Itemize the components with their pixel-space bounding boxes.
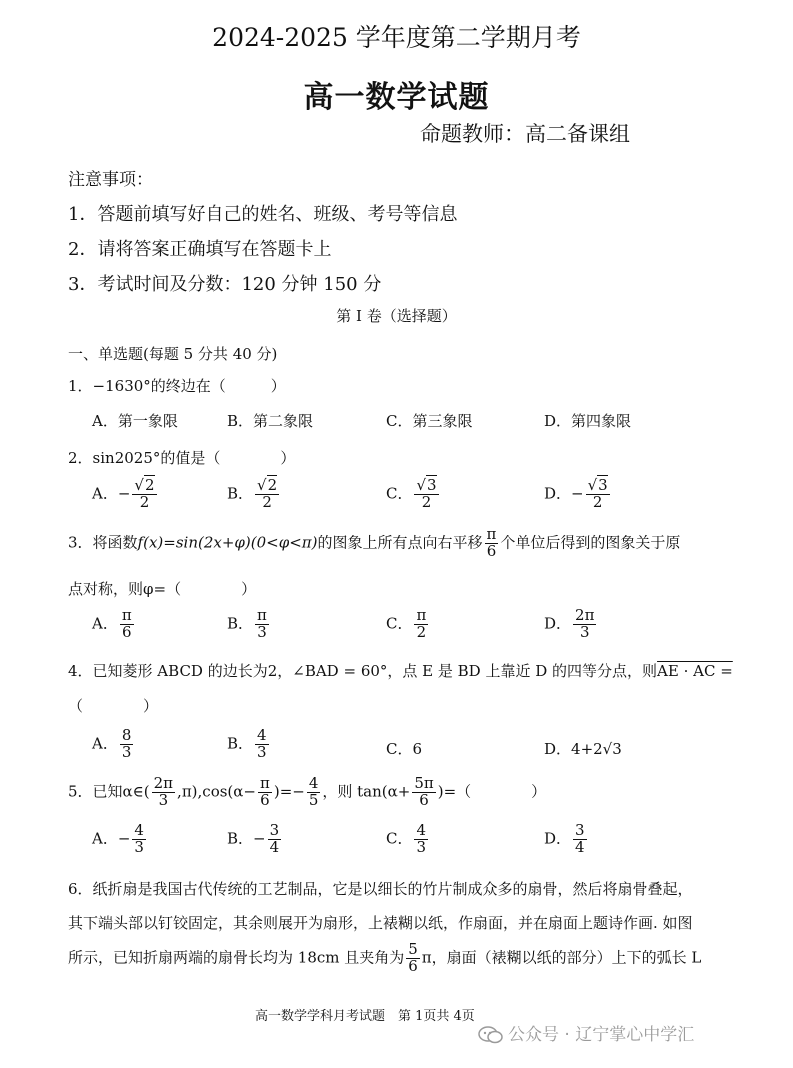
q3-prefix: 3．将函数 [68, 533, 138, 552]
q5-then: ，则 tan(α+ [322, 782, 411, 801]
sqrt-sign: √ [134, 476, 144, 494]
question-4-option-c [386, 738, 422, 759]
option-label: B． [227, 614, 254, 633]
denominator: 2 [592, 492, 603, 511]
fraction [132, 823, 146, 856]
question-5-option-a [92, 823, 148, 856]
option-label: B． [227, 829, 254, 848]
question-4-line2: （ ） [68, 697, 159, 715]
radicand: 3 [598, 476, 608, 494]
q5-range-open: ( [143, 782, 150, 801]
question-4-stem [68, 660, 733, 681]
question-5-option-c [386, 823, 430, 856]
exam-title: 2024-2025 学年度第二学期月考 [212, 23, 581, 52]
fraction [414, 823, 428, 856]
question-3-line2: 点对称，则φ=（ ） [68, 580, 257, 598]
option-label: C． [386, 740, 413, 758]
option-label: D． [544, 484, 572, 503]
q6-text-a: 所示，已知折扇两端的扇骨长均为 18cm 且夹角为 [68, 948, 405, 967]
fraction [132, 478, 156, 511]
question-1-option-b: B．第二象限 [227, 412, 314, 430]
fraction [573, 823, 587, 856]
notes-heading: 注意事项： [68, 170, 153, 190]
q4-text: 4．已知菱形 ABCD 的边长为2，∠BAD = 60°，点 E 是 BD 上靠近 D 的四等分点，则 [68, 662, 658, 680]
numerator: 3 [575, 821, 585, 839]
note-item-1: 1．答题前填写好自己的姓名、班级、考号等信息 [68, 204, 458, 225]
question-3-option-b [227, 608, 271, 641]
minus-sign: − [117, 484, 131, 503]
fraction [255, 608, 269, 641]
fraction [412, 776, 435, 809]
question-4-option-a [92, 728, 135, 761]
minus-sign: − [117, 829, 131, 848]
question-5-stem [68, 776, 546, 809]
denominator: 3 [257, 622, 267, 641]
q3-middle: 的图象上所有点向右平移 [317, 533, 483, 552]
denominator: 2 [139, 492, 150, 511]
option-label: A． [92, 829, 118, 848]
question-1-option-c: C．第三象限 [386, 412, 473, 430]
wechat-icon [478, 1026, 504, 1044]
option-label: D． [544, 614, 572, 633]
denominator: 4 [269, 837, 280, 856]
question-5-option-d [544, 823, 589, 856]
question-2-option-c [386, 478, 441, 511]
denominator: 3 [158, 790, 169, 809]
question-1-option-d: D．第四象限 [544, 412, 632, 430]
option-label: D． [544, 829, 572, 848]
numerator: 3 [269, 821, 280, 839]
q5-cos-mid: )=− [273, 782, 305, 801]
question-2-stem: 2．sin2025°的值是（ ） [68, 449, 296, 467]
q3-function: f(x)=sin(2x+φ)(0<φ<π) [137, 533, 318, 552]
option-label: A． [92, 614, 118, 633]
question-4-option-b [227, 728, 271, 761]
fraction [120, 608, 134, 641]
fraction [255, 478, 279, 511]
question-6-line2: 其下端头部以钉铰固定，其余则展开为扇形，上裱糊以纸，作扇面，并在扇面上题诗作画. 如图 [68, 914, 693, 932]
q4-vector-expression: AE · AC = [657, 662, 733, 680]
numerator: π [121, 606, 132, 624]
fraction [586, 478, 610, 511]
denominator: 6 [408, 956, 418, 975]
option-label: B． [227, 484, 254, 503]
numerator: 4 [134, 821, 144, 839]
numerator: 8 [121, 726, 132, 744]
sqrt-sign: √ [257, 476, 267, 494]
numerator: 2π [575, 606, 595, 624]
q5-prefix: 5．已知α∈ [68, 782, 144, 801]
option-value: 4+2√3 [571, 740, 622, 758]
denominator: 6 [419, 790, 429, 809]
numerator: 5 [408, 940, 418, 958]
radicand: 2 [144, 476, 155, 494]
denominator: 3 [416, 837, 427, 856]
option-label: D． [544, 740, 572, 758]
minus-sign: − [253, 829, 266, 848]
numerator: 5π [414, 774, 434, 792]
option-label: C． [386, 614, 413, 633]
fraction [307, 776, 321, 809]
fraction [414, 608, 428, 641]
radicand: 2 [267, 476, 278, 494]
watermark-text: 公众号 · 辽宁掌心中学汇 [508, 1025, 695, 1045]
minus-sign: − [571, 484, 584, 503]
numerator: 4 [257, 726, 267, 744]
sqrt-sign: √ [587, 476, 598, 494]
option-label: C． [386, 484, 413, 503]
denominator: 5 [308, 790, 319, 809]
numerator: π [257, 606, 267, 624]
radicand: 3 [427, 476, 437, 494]
question-3-option-a [92, 608, 136, 641]
question-2-option-a [92, 478, 159, 511]
option-label: A． [92, 734, 118, 753]
fraction [573, 608, 596, 641]
denominator: 2 [262, 492, 272, 511]
denominator: 3 [134, 837, 144, 856]
fraction [120, 728, 134, 761]
question-1-option-a: A．第一象限 [92, 412, 178, 430]
fraction [258, 776, 272, 809]
q6-text-b: π，扇面（裱糊以纸的部分）上下的弧长 L [421, 948, 702, 967]
option-value: 6 [412, 740, 423, 758]
exam-author: 命题教师：高二备课组 [420, 122, 630, 146]
denominator: 3 [579, 622, 590, 641]
question-1-stem: 1．−1630°的终边在（ ） [68, 377, 286, 395]
question-3-option-c [386, 608, 430, 641]
numerator: 4 [308, 774, 319, 792]
numerator: 2π [153, 774, 174, 792]
q5-range-close: ,π),cos(α− [177, 782, 256, 801]
numerator: π [259, 774, 270, 792]
question-2-option-d [544, 478, 612, 511]
q5-end: )=（ ） [437, 782, 547, 801]
question-2-option-b [227, 478, 281, 511]
question-5-option-b [227, 823, 283, 856]
part-heading: 一、单选题(每题 5 分共 40 分) [68, 345, 278, 363]
fraction [268, 823, 282, 856]
fraction [255, 728, 269, 761]
question-3-option-d [544, 608, 598, 641]
numerator: π [486, 525, 497, 543]
section-heading: 第 I 卷（选择题） [336, 307, 457, 325]
question-4-option-d [544, 738, 622, 759]
numerator: 4 [416, 821, 427, 839]
q3-suffix: 个单位后得到的图象关于原 [500, 533, 681, 552]
denominator: 3 [121, 742, 132, 761]
page-footer: 高一数学学科月考试题 第 1页共 4页 [255, 1009, 475, 1024]
question-6-line1: 6．纸折扇是我国古代传统的工艺制品，它是以细长的竹片制成众多的扇骨，然后将扇骨叠起， [68, 880, 693, 898]
denominator: 6 [486, 541, 497, 560]
denominator: 4 [575, 837, 585, 856]
watermark [478, 1020, 694, 1045]
denominator: 6 [122, 622, 132, 641]
option-label: B． [227, 734, 254, 753]
question-6-line3 [68, 942, 701, 975]
note-item-2: 2．请将答案正确填写在答题卡上 [68, 239, 332, 260]
denominator: 2 [421, 492, 432, 511]
exam-subtitle: 高一数学试题 [303, 80, 490, 115]
fraction [414, 478, 438, 511]
question-3-stem [68, 527, 680, 560]
shift-fraction [485, 527, 499, 560]
sqrt-sign: √ [416, 476, 427, 494]
option-label: A． [92, 484, 118, 503]
angle-fraction [406, 942, 420, 975]
denominator: 6 [260, 790, 270, 809]
denominator: 3 [257, 742, 267, 761]
option-label: C． [386, 829, 413, 848]
note-item-3: 3．考试时间及分数：120 分钟 150 分 [68, 274, 382, 295]
denominator: 2 [416, 622, 427, 641]
numerator: π [416, 606, 427, 624]
fraction [152, 776, 175, 809]
